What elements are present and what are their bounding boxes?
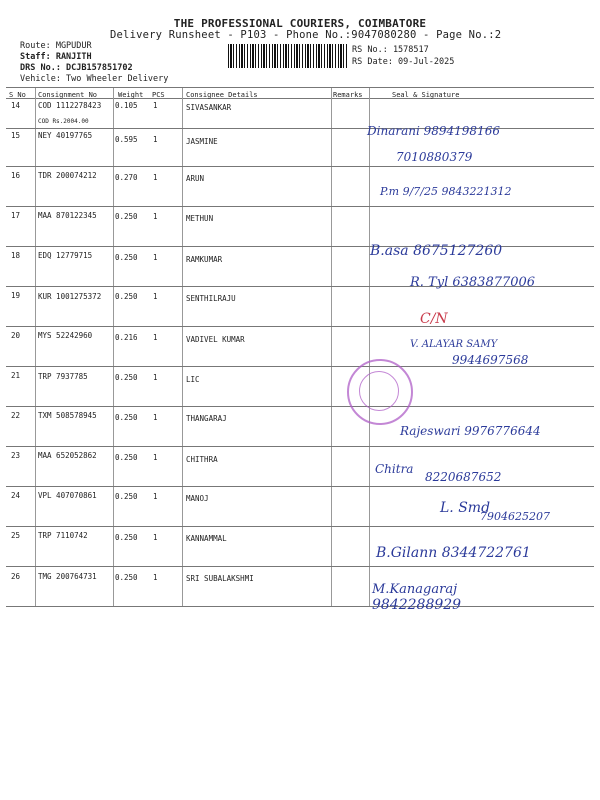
row-separator <box>6 526 594 527</box>
row-pcs: 1 <box>153 453 158 462</box>
row-consignment: KUR 1001275372 <box>38 292 102 301</box>
column-header-consignment: Consignment No <box>38 91 98 99</box>
row-pcs: 1 <box>153 101 158 110</box>
handwritten-phone: 7904625207 <box>480 510 550 523</box>
row-sno: 25 <box>11 531 21 540</box>
row-weight: 0.250 <box>115 413 138 422</box>
row-consignment: NEY 40197765 <box>38 131 93 140</box>
row-consignee: KANNAMMAL <box>186 534 227 543</box>
handwritten-signature: P.m 9/7/25 9843221312 <box>380 185 512 198</box>
row-weight: 0.216 <box>115 333 138 342</box>
row-consignee: SIVASANKAR <box>186 103 232 112</box>
handwritten-signature: V. ALAYAR SAMY <box>410 339 498 350</box>
row-weight: 0.270 <box>115 173 138 182</box>
row-pcs: 1 <box>153 135 158 144</box>
row-consignment: TXM 508578945 <box>38 411 97 420</box>
row-pcs: 1 <box>153 253 158 262</box>
column-header-remarks: Remarks <box>333 91 363 99</box>
handwritten-signature: Dinarani 9894198166 <box>367 124 500 138</box>
row-consignment: VPL 407070861 <box>38 491 97 500</box>
staff-label: Staff: RANJITH <box>20 52 92 62</box>
row-sno: 15 <box>11 131 21 140</box>
route-label: Route: MGPUDUR <box>20 41 92 51</box>
row-separator <box>6 446 594 447</box>
handwritten-signature: B.asa 8675127260 <box>370 243 503 259</box>
row-consignee: VADIVEL KUMAR <box>186 335 245 344</box>
row-separator <box>6 166 594 167</box>
handwritten-signature: L. Smd <box>440 500 491 516</box>
row-sno: 16 <box>11 171 21 180</box>
handwritten-phone: 9944697568 <box>452 353 529 367</box>
row-consignee: CHITHRA <box>186 455 218 464</box>
row-weight: 0.250 <box>115 253 138 262</box>
row-pcs: 1 <box>153 173 158 182</box>
row-consignee: RAMKUMAR <box>186 255 223 264</box>
row-consignee: METHUN <box>186 214 214 223</box>
row-weight: 0.105 <box>115 101 138 110</box>
row-sno: 23 <box>11 451 21 460</box>
row-separator <box>6 566 594 567</box>
row-pcs: 1 <box>153 413 158 422</box>
row-consignee: SENTHILRAJU <box>186 294 236 303</box>
row-consignment: EDQ 12779715 <box>38 251 93 260</box>
row-weight: 0.250 <box>115 292 138 301</box>
row-pcs: 1 <box>153 212 158 221</box>
row-consignee: MANOJ <box>186 494 209 503</box>
row-separator <box>6 246 594 247</box>
row-weight: 0.595 <box>115 135 138 144</box>
row-pcs: 1 <box>153 373 158 382</box>
column-header-consignee: Consignee Details <box>186 91 258 99</box>
row-consignee: THANGARAJ <box>186 414 227 423</box>
row-separator <box>6 486 594 487</box>
table-top-border <box>6 87 594 88</box>
rs-date: RS Date: 09-Jul-2025 <box>352 57 455 67</box>
row-consignment: TRP 7110742 <box>38 531 88 540</box>
row-consignee: ARUN <box>186 174 205 183</box>
row-sno: 24 <box>11 491 21 500</box>
handwritten-signature: B.Gilann 8344722761 <box>376 545 531 561</box>
handwritten-signature: M.Kanagaraj <box>372 582 458 597</box>
runsheet-subtitle: Delivery Runsheet - P103 - Phone No.:9047080280 - Page No.:2 <box>110 29 502 41</box>
row-consignment: TRP 7937785 <box>38 372 88 381</box>
row-consignment: MYS 52242960 <box>38 331 93 340</box>
row-consignment: TMG 200764731 <box>38 572 97 581</box>
company-title: THE PROFESSIONAL COURIERS, COIMBATORE <box>173 17 427 30</box>
row-sno: 21 <box>11 371 21 380</box>
row-weight: 0.250 <box>115 573 138 582</box>
row-weight: 0.250 <box>115 373 138 382</box>
rs-number: RS No.: 1578517 <box>352 45 429 55</box>
row-separator <box>6 406 594 407</box>
row-pcs: 1 <box>153 573 158 582</box>
row-separator <box>6 326 594 327</box>
row-sno: 26 <box>11 572 21 581</box>
row-consignee: LIC <box>186 375 200 384</box>
row-consignment: COD 1112278423 <box>38 101 102 110</box>
row-pcs: 1 <box>153 333 158 342</box>
row-consignment: MAA 870122345 <box>38 211 97 220</box>
row-consignee: SRI SUBALAKSHMI <box>186 574 254 583</box>
handwritten-signature: Rajeswari 9976776644 <box>400 424 541 438</box>
table-bottom-border <box>6 606 594 607</box>
row-pcs: 1 <box>153 533 158 542</box>
cod-amount-note: COD Rs.2004.00 <box>38 118 89 125</box>
row-weight: 0.250 <box>115 533 138 542</box>
row-pcs: 1 <box>153 492 158 501</box>
row-consignment: MAA 652052862 <box>38 451 97 460</box>
handwritten-signature: R. Tyl 6383877006 <box>410 275 536 290</box>
handwritten-cn-mark: C/N <box>420 311 448 327</box>
column-header-weight: Weight <box>118 91 144 99</box>
row-consignment: TDR 200074212 <box>38 171 97 180</box>
row-separator <box>6 128 594 129</box>
row-sno: 17 <box>11 211 21 220</box>
handwritten-signature: Chitra <box>375 462 414 476</box>
row-sno: 22 <box>11 411 21 420</box>
row-weight: 0.250 <box>115 492 138 501</box>
column-header-seal-signature: Seal & Signature <box>392 91 460 99</box>
row-weight: 0.250 <box>115 453 138 462</box>
company-seal-stamp <box>347 359 413 425</box>
column-header-sno: S No <box>9 91 26 99</box>
drs-number: DRS No.: DCJB157851702 <box>20 63 133 73</box>
row-pcs: 1 <box>153 292 158 301</box>
row-sno: 19 <box>11 291 21 300</box>
row-weight: 0.250 <box>115 212 138 221</box>
barcode-image <box>228 44 348 68</box>
row-sno: 18 <box>11 251 21 260</box>
row-sno: 14 <box>11 101 21 110</box>
handwritten-phone: 7010880379 <box>396 150 473 164</box>
column-header-pcs: PCS <box>152 91 165 99</box>
row-separator <box>6 206 594 207</box>
vehicle-label: Vehicle: Two Wheeler Delivery <box>20 74 169 84</box>
handwritten-phone: 8220687652 <box>425 470 502 484</box>
row-sno: 20 <box>11 331 21 340</box>
row-consignee: JASMINE <box>186 137 218 146</box>
handwritten-phone: 9842288929 <box>372 597 462 613</box>
